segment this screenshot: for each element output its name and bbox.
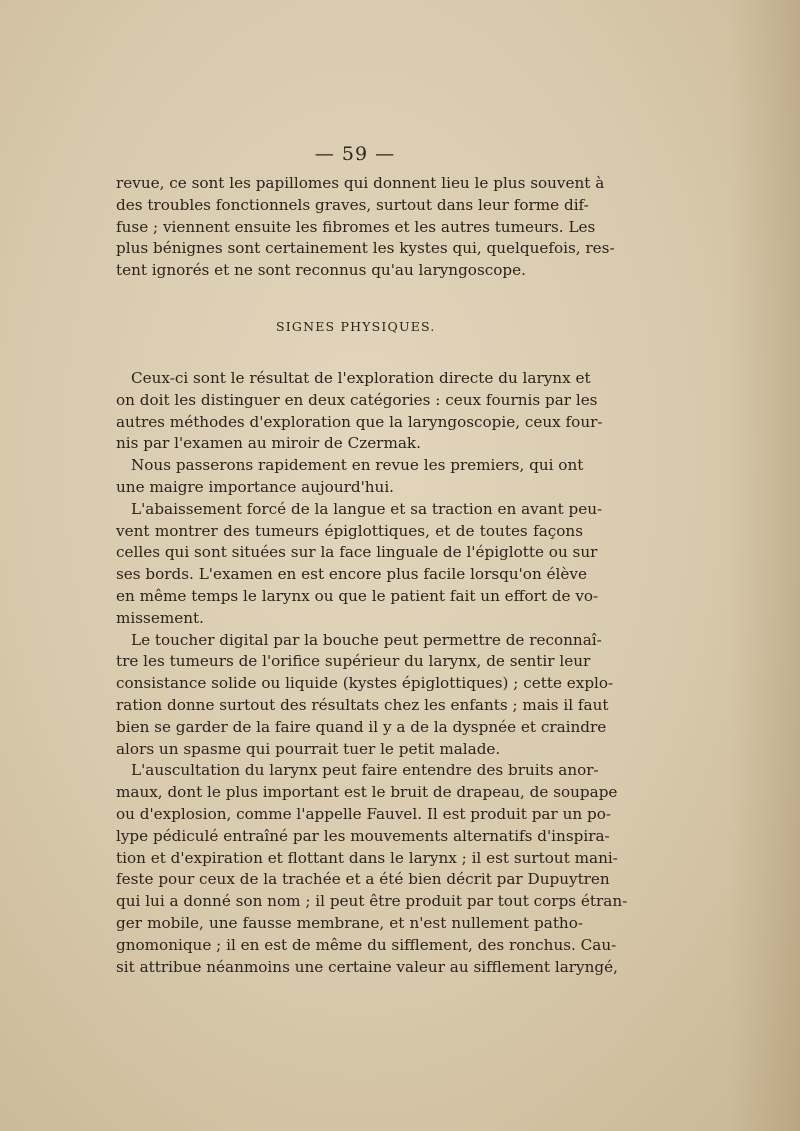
text-line: Nous passerons rapidement en revue les premiers, qui ont xyxy=(131,456,584,475)
text-line: tent ignorés et ne sont reconnus qu'au laryngoscope. xyxy=(116,261,526,280)
text-line: ger mobile, une fausse membrane, et n'est nullement patho- xyxy=(116,913,583,932)
text-line: alors un spasme qui pourrait tuer le petit malade. xyxy=(116,739,501,758)
text-line: celles qui sont situées sur la face linguale de l'épiglotte ou sur xyxy=(116,543,598,562)
text-line: feste pour ceux de la trachée et a été bien décrit par Dupuytren xyxy=(116,870,610,889)
paragraph xyxy=(116,499,603,630)
intro-paragraph xyxy=(116,173,615,282)
text-line: une maigre importance aujourd'hui. xyxy=(116,477,395,496)
text-line: L'abaissement forcé de la langue et sa traction en avant peu- xyxy=(131,499,603,518)
text-line: maux, dont le plus important est le bruit de drapeau, de soupape xyxy=(116,783,618,802)
text-line: fuse ; viennent ensuite les fibromes et les autres tumeurs. Les xyxy=(116,217,596,236)
text-line: ration donne surtout des résultats chez les enfants ; mais il faut xyxy=(116,695,609,714)
text-line: lype pédiculé entraîné par les mouvements alternatifs d'inspira- xyxy=(116,826,610,845)
text-line: Le toucher digital par la bouche peut permettre de reconnaî- xyxy=(131,630,602,649)
body-text xyxy=(116,368,628,978)
text-line: missement. xyxy=(116,608,204,627)
text-line: autres méthodes d'exploration que la laryngoscopie, ceux four- xyxy=(116,412,603,431)
text-line: L'auscultation du larynx peut faire entendre des bruits anor- xyxy=(131,761,599,780)
text-line: ses bords. L'examen en est encore plus facile lorsqu'on élève xyxy=(116,565,587,584)
text-line: tre les tumeurs de l'orifice supérieur du larynx, de sentir leur xyxy=(116,652,591,671)
text-line: sit attribue néanmoins une certaine valeur au sifflement laryngé, xyxy=(116,957,618,976)
text-line: en même temps le larynx ou que le patient fait un effort de vo- xyxy=(116,586,599,605)
page-edge-shadow xyxy=(730,0,800,1131)
text-line: bien se garder de la faire quand il y a de la dyspnée et craindre xyxy=(116,717,607,736)
text-line: consistance solide ou liquide (kystes épiglottiques) ; cette explo- xyxy=(116,674,614,693)
text-line: on doit les distinguer en deux catégories : ceux fournis par les xyxy=(116,390,598,409)
page-number: — 59 — xyxy=(314,143,396,165)
text-line: ou d'explosion, comme l'appelle Fauvel. Il est produit par un po- xyxy=(116,804,611,823)
text-line: revue, ce sont les papillomes qui donnent lieu le plus souvent à xyxy=(116,174,605,192)
paragraph xyxy=(116,368,603,455)
text-line: Ceux-ci sont le résultat de l'exploration directe du larynx et xyxy=(131,369,591,387)
text-line: nis par l'examen au miroir de Czermak. xyxy=(116,434,421,453)
text-line: qui lui a donné son nom ; il peut être produit par tout corps étran- xyxy=(116,892,628,911)
text-line: tion et d'expiration et flottant dans le larynx ; il est surtout mani- xyxy=(116,848,618,867)
section-heading: SIGNES PHYSIQUES. xyxy=(276,319,436,334)
text-line: gnomonique ; il en est de même du sifflement, des ronchus. Cau- xyxy=(116,935,617,954)
text-line: plus bénignes sont certainement les kystes qui, quelquefois, res- xyxy=(116,239,615,258)
paragraph xyxy=(116,760,628,978)
text-line: vent montrer des tumeurs épiglottiques, et de toutes façons xyxy=(116,521,583,540)
paragraph xyxy=(116,455,583,499)
paragraph xyxy=(116,630,614,761)
text-line: des troubles fonctionnels graves, surtout dans leur forme dif- xyxy=(116,195,589,214)
